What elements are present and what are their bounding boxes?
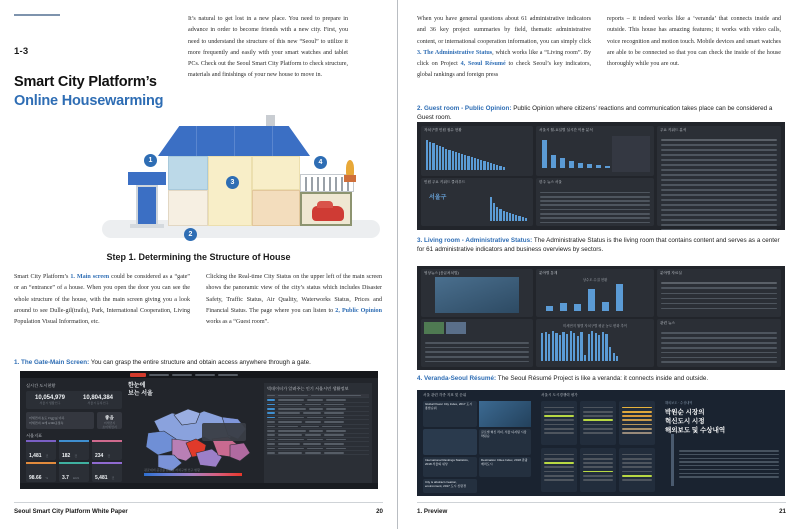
gr-card4-title: 민원 주요 키워드 클라우드 [424,180,466,184]
roof-shape [158,126,310,156]
right-column-2: reports – it indeed works like a ‘veranda’ that connects inside and outside. This house has amazing features; it works with video calls, voice recognition and motion touch. Mobile devices and smart watches are able to be connected so that you can check the inside of the house thoroughly while you are out. [607,16,781,68]
metric-1-value: 1,481 [29,453,42,459]
lr-card-video[interactable] [421,269,533,317]
house-marker-3: 3 [226,176,239,189]
vr-news-card-3[interactable] [479,429,531,455]
caption-2-text: Public Opinion where citizens’ reactions and communication takes place can be considered a Guest room. [417,105,773,122]
metric-5-unit: km/h [72,476,80,480]
map-title-line2: 보는 서울 [128,390,153,397]
right-body-columns [417,14,782,82]
caption-4-text: The Seoul Résumé Project is like a veranda: it connects inside and outside. [496,375,709,382]
lr-news-title: 관련 뉴스 [660,321,675,325]
room-livingroom [252,156,300,190]
gr-card2-title: 서울시 월-요일별 실시간 이용 분석 [539,128,593,132]
room-bathroom [168,156,208,190]
vr-news-3-text: 글로벌 혁신 리더, 서울 디지털 시장 박원순 [481,430,527,438]
porch-step [130,224,164,228]
lr-card-videolist[interactable] [421,319,533,367]
room-hall [208,156,252,226]
room-bedroom [168,190,208,226]
rcol1-mid: , which works like a “Living room”. By click on Project [417,49,591,68]
house-marker-1: 1 [144,154,157,167]
dust-pm25-label: 초미세먼지 [102,425,117,429]
body-col2-accent: 2, Public Opinion [335,307,382,314]
left-page [0,0,397,529]
vr-rank-panel-2[interactable] [580,401,616,445]
caption-3-text: The Administrative Status is the living room that contains content and serves as a center for 61 administrative indicators and business overviews by sectors. [417,237,780,254]
metric-4-unit: % [45,476,49,480]
caption-4-label: 4. Veranda-Seoul Résumé: [417,375,497,382]
rcol1-accent-1: 3. The Administrative Status [417,49,493,56]
wordcloud-center-term: 서울구 [429,195,447,201]
step-heading: Step 1. Determining the Structure of House [106,252,291,262]
metric-2-unit: 건 [74,454,78,458]
screenshot-living-room[interactable] [417,266,785,370]
vr-news-card-6[interactable] [423,479,477,493]
screenshot-guest-room[interactable] [417,122,785,230]
lr-card-datalist[interactable] [657,269,781,317]
dashboard-bottombar [20,483,378,489]
body-column-1 [14,272,190,328]
lr-card1-title: 영상뉴스 (응급처치법) [424,271,459,275]
gr-legend-box [612,136,650,172]
dust-highlight-card [26,412,94,429]
gr-card-keywords[interactable] [657,126,781,226]
seoul-map-panel[interactable] [128,383,258,483]
footer-right-text: 1. Preview [417,508,448,515]
body-col1-post: could be considered as a “gate” or an “entrance” of a house. When you open the door you can see the whole structure of the house, with the main screen giving you a look around to see Dulle-gil(trails), Park, International Cooperation, Living Population Visual Information, etc. [14,274,191,326]
vr-news-card-5[interactable] [479,457,531,477]
dashboard-topbar[interactable] [20,371,378,378]
body-col2-post: works as a “Guest room”. [206,319,269,326]
vr-rank-panel-3[interactable] [619,401,655,445]
vr-news-5-text: Destination Cities Index, 2018 관광매력도시 [481,458,528,466]
info-table-title: 빅데이터가 알려주는 인기 서울시민 생활정보 [267,386,349,391]
info-table-panel[interactable] [264,383,372,483]
room-kitchen [252,190,300,226]
vr-photo-1 [479,401,531,427]
caption-label: 1. The Gate-Main Screen: [14,359,90,366]
caption-3-label: 3. Living room - Administrative Status: [417,237,533,244]
vr-news-card-4[interactable] [423,457,477,477]
plant-icon [346,160,354,176]
caption-living-room [417,236,785,254]
dust-line-2: 미세먼지 12개 4,346곳접속 [29,421,64,425]
body-col2-pre: Clicking the Real-time City Status on the upper left of the main screen shows the panoramic view of the city’s status which includes Disaster Safety, Traffic Status, Air Quality, Waterworks Status, Prices and Financial Status. The page where you can listen to [206,274,382,314]
lr-chart1-title: 상수도 수질 현황 [582,278,608,282]
rcol1-pre: When you have general questions about 61 administrative indicators and 36 key project summaries by field, thematic administrative content, or international cooperation information, you can simply click [417,16,591,45]
porch-roof [128,172,166,185]
right-page [397,0,800,529]
title-rule [14,14,60,16]
section-number: 1-3 [14,46,29,57]
lr-card-chart2[interactable] [536,319,654,367]
gr-card3-title: 주요 키워드 분석 [660,128,687,132]
gr-card-wordcloud[interactable] [421,178,533,226]
metric-1-unit: 건 [45,454,49,458]
gr-card5-title: 한주 뉴스 서울 [539,180,562,184]
map-tooltip [202,423,246,441]
metrics-title: 서울지표 [26,433,43,438]
living-population-value: 10,054,979 [34,395,66,401]
dust-badge-card [97,412,122,429]
lr-chart2-title: 미세먼지 월별 자치구별 평균 농도 변화 추이 [562,324,628,328]
vr-rank-panel-1[interactable] [541,401,577,445]
lr-card3-title: 분야별 자료실 [660,271,682,275]
metric-3-value: 234 [95,453,104,459]
dashboard-panel-title: 실시간 도시현황 [26,383,56,388]
metric-card-1 [26,440,56,460]
vr-news-4-text: International Rankings Statistics, 2018 서울의 위상 [425,458,469,466]
gr-card-news[interactable] [536,178,654,226]
population-card [26,391,122,409]
intro-paragraph: It’s natural to get lost in a new place. You need to prepare in advance in order to become friends with a new city. First, you need to understand the structure of this new “Seoul” to utilize it more frequently and easily with your smart watches and tablet PCs. Check out the Seoul Smart City Platform to check structure, materials and finishings of your new house to move in. [188,16,348,79]
screenshot-veranda[interactable] [417,390,785,496]
metric-2-value: 182 [62,453,71,459]
plant-pot-icon [344,175,356,182]
map-legend-caption: 평균대비 증감률 범위별 자치구별 인구 현황 [144,468,200,472]
registered-population-value: 10,804,384 [82,395,114,401]
body-columns [14,272,382,328]
map-title-line1: 한눈에 [128,383,146,389]
page-title-line1: Smart City Platform’s [14,74,157,90]
front-door-icon [136,185,158,226]
registered-population-label: 서울시 등록인구 [87,401,109,405]
dust-line-1: 미세먼지 농도 15㎍/㎥ 이하 [29,416,65,420]
metric-5-value: 3.7 [62,475,69,481]
metric-3-unit: 건 [107,454,111,458]
metric-card-2 [59,440,89,460]
house-marker-2: 2 [184,228,197,241]
vr-headline-3: 해외보도 및 수상내역 [665,427,726,435]
page-title-line2: Online Housewarming [14,93,164,109]
vr-rank-panel-5[interactable] [580,448,616,492]
caption-text: You can grasp the entire structure and obtain access anywhere through a gate. [89,359,311,366]
left-footer [14,502,383,515]
gr-card-realtime[interactable] [536,126,654,176]
right-column-1 [417,14,591,82]
house-illustration [100,112,382,244]
caption-main-screen [14,358,382,367]
tower-icon [671,434,674,486]
table-row[interactable] [267,451,369,455]
footer-right-page-number: 21 [779,508,786,515]
seoul-logo-icon [130,373,146,377]
vr-headline-label: 해외보도 · 수상내역 [665,401,693,405]
map-legend-gradient [144,473,242,476]
footer-left-page-number: 20 [376,508,383,515]
vr-card2-title: 서울시 도시경쟁력 평가 [541,393,578,397]
screenshot-main-screen[interactable] [20,371,378,489]
metric-6-unit: 건 [111,476,115,480]
vr-headline-1: 박원순 시장의 [665,409,705,416]
video-thumb-1[interactable] [424,322,444,334]
vr-card1-title: 서울 관련 각종 지표 및 순위 [423,393,467,397]
metric-6-value: 5,481 [95,475,108,481]
house-marker-4: 4 [314,156,327,169]
dust-pm10-label: 미세먼지 [103,421,116,425]
footer-left-text: Seoul Smart City Platform White Paper [14,508,128,515]
metric-card-5 [59,462,89,482]
right-footer [417,502,786,515]
lr-card-chart1[interactable] [536,269,654,317]
video-player[interactable] [435,277,519,313]
vr-photo-2 [423,429,477,455]
gr-card-complaints[interactable] [421,126,533,176]
car-icon [312,206,344,221]
living-population-label: 서울시 생활인구 [39,401,61,405]
caption-2-label: 2. Guest room - Public Opinion: [417,105,512,112]
dust-grade: 좋음 [105,415,114,420]
vr-news-1-text: Global Power City Index, 2017 도시종합순위 [425,402,473,410]
metric-card-3 [92,440,122,460]
gr-card1-title: 자치구별 민원 접수 현황 [424,128,462,132]
caption-veranda [417,374,785,383]
rcol1-post: to check Seoul’s key indicators, global rankings and foreign press [417,61,591,79]
vr-rank-panel-4[interactable] [541,448,577,492]
metric-card-4 [26,462,56,482]
body-col1-accent: 1. Main screen [70,274,110,280]
vr-rank-panel-6[interactable] [619,448,655,492]
rcol1-accent-2: 4, Seoul Résumé [460,61,506,68]
metric-4-value: 98.66 [29,475,42,481]
caption-guest-room [417,104,785,122]
lr-card2-title: 분야별 통계 [539,271,558,275]
vr-news-6-text: City is abstract creation, environment, 2017 도시 친환경 [425,480,467,488]
vr-headline-panel [665,400,781,492]
metric-card-6 [92,462,122,482]
vr-headline-2: 혁신도시 시정 [665,418,705,426]
video-thumb-2[interactable] [446,322,466,334]
lr-card-relatednews[interactable] [657,319,781,367]
vr-news-card-1[interactable] [423,401,477,427]
body-column-2 [206,272,382,328]
body-col1-pre: Smart City Platform’s [14,274,71,280]
